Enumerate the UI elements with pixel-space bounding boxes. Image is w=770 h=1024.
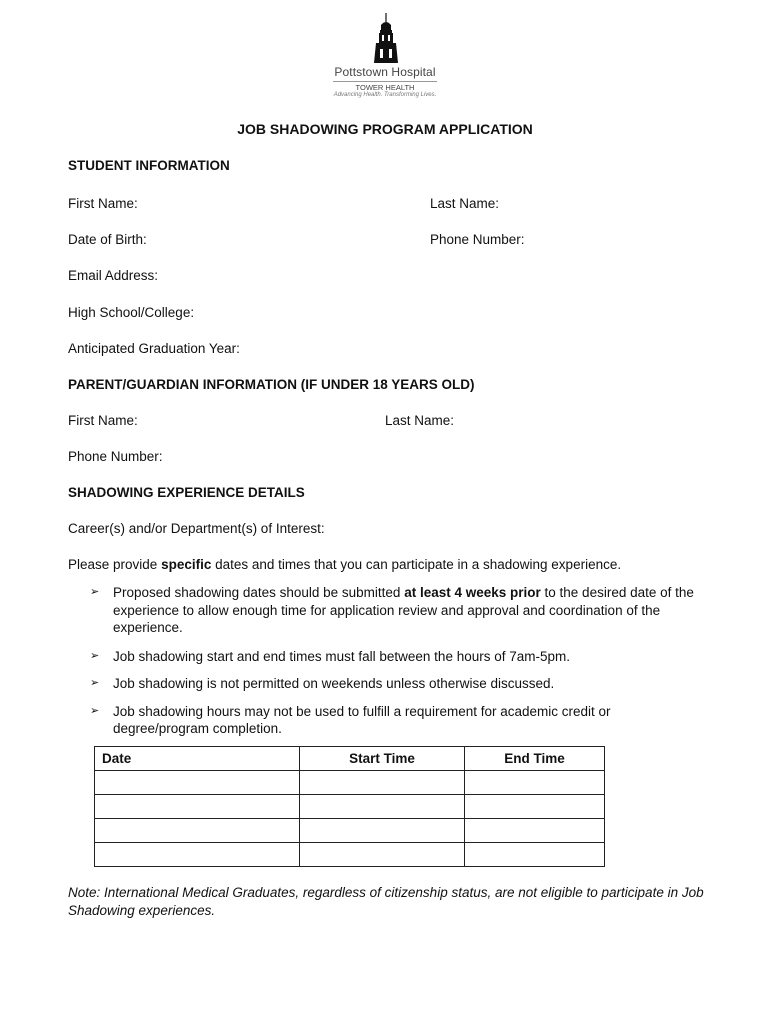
eligibility-note: Note: International Medical Graduates, regardless of citizenship status, are not eligible to participate in Job Shadowing experiences. xyxy=(68,885,704,918)
bullet-text: Job shadowing hours may not be used to fulfill a requirement for academic credit or degree/program completion. xyxy=(113,703,611,736)
dates-intro-text-end: dates and times that you can participate in a shadowing experience. xyxy=(211,557,622,572)
start-time-cell[interactable] xyxy=(300,843,465,867)
guardian-info-heading: PARENT/GUARDIAN INFORMATION (IF UNDER 18 YEARS OLD) xyxy=(68,377,475,392)
arrow-bullet-icon: ➢ xyxy=(90,677,100,689)
guidelines-list xyxy=(88,584,708,748)
guardian-phone-label: Phone Number: xyxy=(68,449,163,464)
student-last-name-label: Last Name: xyxy=(430,196,500,211)
dates-intro-text: Please provide xyxy=(68,557,162,572)
table-row xyxy=(95,843,605,867)
student-grad-year-label: Anticipated Graduation Year: xyxy=(68,341,240,356)
table-row xyxy=(95,771,605,795)
page-title: JOB SHADOWING PROGRAM APPLICATION xyxy=(237,121,533,137)
dates-intro xyxy=(68,557,621,572)
tower-logo-icon xyxy=(370,12,400,64)
end-time-cell[interactable] xyxy=(465,795,605,819)
experience-heading: SHADOWING EXPERIENCE DETAILS xyxy=(68,485,305,500)
dates-intro-emphasis: specific xyxy=(161,557,212,572)
arrow-bullet-icon: ➢ xyxy=(90,649,100,662)
arrow-bullet-icon: ➢ xyxy=(90,704,100,717)
date-cell[interactable] xyxy=(95,819,300,843)
list-item xyxy=(88,648,708,666)
list-item xyxy=(88,703,708,738)
student-phone-label: Phone Number: xyxy=(430,232,525,247)
hospital-name: Pottstown Hospital xyxy=(334,65,436,79)
health-system-name: TOWER HEALTH xyxy=(355,83,415,92)
logo-tagline: Advancing Health. Transforming Lives. xyxy=(333,92,437,98)
table-row xyxy=(95,819,605,843)
bullet-text: Proposed shadowing dates should be submitted xyxy=(113,585,405,600)
table-header-row xyxy=(95,747,605,771)
end-time-cell[interactable] xyxy=(465,843,605,867)
date-cell[interactable] xyxy=(95,771,300,795)
hospital-logo xyxy=(320,12,450,104)
student-dob-label: Date of Birth: xyxy=(68,232,147,247)
end-time-cell[interactable] xyxy=(465,771,605,795)
date-cell[interactable] xyxy=(95,843,300,867)
table-row xyxy=(95,795,605,819)
careers-label: Career(s) and/or Department(s) of Interest: xyxy=(68,521,325,536)
end-time-column-header: End Time xyxy=(465,747,605,771)
student-first-name-label: First Name: xyxy=(68,196,138,211)
student-school-label: High School/College: xyxy=(68,305,195,320)
guardian-first-name-label: First Name: xyxy=(68,413,138,428)
start-time-column-header: Start Time xyxy=(300,747,465,771)
guardian-last-name-label: Last Name: xyxy=(385,413,455,428)
start-time-cell[interactable] xyxy=(300,771,465,795)
logo-divider xyxy=(333,81,437,82)
date-column-header: Date xyxy=(95,747,300,771)
start-time-cell[interactable] xyxy=(300,819,465,843)
list-item xyxy=(88,675,708,693)
bullet-text: Job shadowing start and end times must fall between the hours of 7am-5pm. xyxy=(113,648,570,664)
start-time-cell[interactable] xyxy=(300,795,465,819)
schedule-table xyxy=(94,746,605,867)
student-info-heading: STUDENT INFORMATION xyxy=(68,158,230,173)
student-email-label: Email Address: xyxy=(68,268,159,283)
bullet-text-end: to the desired date of the experience to allow enough time for application review and approval and coordination of the experience. xyxy=(113,585,694,635)
arrow-bullet-icon: ➢ xyxy=(90,586,100,598)
list-item xyxy=(88,584,708,637)
bullet-emphasis: at least 4 weeks prior xyxy=(404,585,541,600)
end-time-cell[interactable] xyxy=(465,819,605,843)
bullet-text: Job shadowing is not permitted on weekends unless otherwise discussed. xyxy=(113,676,555,691)
date-cell[interactable] xyxy=(95,795,300,819)
